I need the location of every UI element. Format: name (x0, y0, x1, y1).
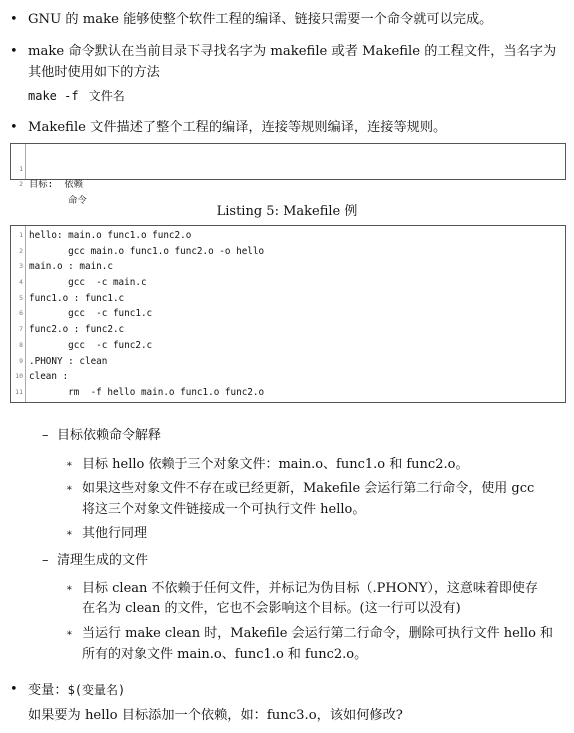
bullet-2-command (28, 86, 564, 107)
line-number: 3 (19, 262, 23, 271)
line-number: 9 (19, 356, 23, 365)
bullet-dot: • (10, 12, 18, 27)
clean-item-2-line-1: 当运行 make clean 时，Makefile 会运行第二行命令，删除可执行文件 hello 和 (82, 626, 554, 641)
clean-item-1-line-2: 在名为 clean 的文件，它也不会影响这个目标。(这一行可以没有) (82, 601, 461, 616)
bullet-2-line-1: make 命令默认在当前目录下寻找名字为 makefile 或者 Makefile 的工程文件，当名字为 (28, 44, 557, 59)
listing-caption: Listing 5: Makefile 例 (216, 204, 358, 219)
code-text: gcc main.o func1.o func2.o -o hello (29, 245, 265, 257)
code-line (11, 322, 565, 338)
bullet-dot: • (10, 120, 18, 135)
line-number: 2 (19, 180, 23, 189)
code-line (11, 338, 565, 354)
clean-item-1-line-1: 目标 clean 不依赖于任何文件，并标记为伪目标（.PHONY），这意味着即使存 (82, 581, 538, 596)
line-number: 1 (19, 164, 23, 173)
dependency-item-3: 其他行同理 (82, 526, 148, 541)
line-number: 5 (19, 293, 23, 302)
dependency-item-2-line-1: 如果这些对象文件不存在或已经更新，Makefile 会运行第二行命令，使用 gcc (82, 481, 535, 496)
inline-code-make-f: make -f (28, 89, 79, 103)
code-text: hello: main.o func1.o func2.o (29, 230, 192, 241)
line-number: 10 (15, 372, 23, 381)
code-text: gcc -c func2.c (29, 339, 153, 351)
star-marker: ∗ (66, 459, 73, 470)
variable-label: 变量： (28, 683, 68, 698)
code-text: gcc -c func1.c (29, 308, 153, 320)
code-text: 目标: 依赖 (29, 179, 83, 191)
dash-marker: – (42, 428, 49, 443)
star-marker: ∗ (66, 528, 73, 539)
line-number: 8 (19, 340, 23, 349)
line-number: 6 (19, 309, 23, 318)
line-number: 4 (19, 278, 23, 287)
code-text: rm -f hello main.o func1.o func2.o (29, 386, 265, 398)
star-marker: ∗ (66, 483, 73, 494)
line-number: 11 (15, 387, 23, 396)
makefile-listing (10, 225, 566, 403)
variable-syntax-code: $(变量名) (67, 683, 126, 697)
code-line (11, 228, 565, 244)
section-heading-clean: 清理生成的文件 (57, 553, 149, 568)
dash-marker: – (42, 553, 49, 568)
code-line (11, 259, 565, 275)
code-line (11, 385, 565, 401)
line-number: 2 (19, 246, 23, 255)
bullet-dot: • (10, 44, 18, 59)
code-text: func1.o : func1.c (29, 292, 125, 304)
code-line (11, 306, 565, 322)
code-line (11, 275, 565, 291)
bullet-1-text: GNU 的 make 能够使整个软件工程的编译、链接只需要一个命令就可以完成。 (28, 12, 493, 27)
line-number: 1 (19, 231, 23, 239)
final-question: 如果要为 hello 目标添加一个依赖，如：func3.o，该如何修改? (28, 708, 403, 723)
variable-bullet (28, 680, 564, 701)
code-line (11, 291, 565, 307)
code-text: clean : (29, 371, 69, 383)
code-text: func2.o : func2.c (29, 324, 125, 336)
code-line (11, 369, 565, 385)
code-line (11, 146, 565, 191)
code-text: 命令 (29, 195, 87, 207)
section-heading-dependency: 目标依赖命令解释 (57, 428, 162, 443)
dependency-item-2-line-2: 将这三个对象文件链接成一个可执行文件 hello。 (82, 502, 366, 517)
code-text: main.o : main.c (29, 261, 113, 273)
code-text: gcc -c main.c (29, 277, 147, 289)
star-marker: ∗ (66, 628, 73, 639)
bullet-2-line-2: 其他时使用如下的方法 (28, 65, 160, 80)
code-line (11, 244, 565, 260)
line-number: 7 (19, 325, 23, 334)
code-line (11, 354, 565, 370)
inline-code-filename: 文件名 (88, 89, 125, 103)
bullet-3-text: Makefile 文件描述了整个工程的编译，连接等规则编译，连接等规则。 (28, 120, 447, 135)
dependency-item-1: 目标 hello 依赖于三个对象文件：main.o、func1.o 和 func2.o。 (82, 457, 469, 472)
clean-item-2-line-2: 所有的对象文件 main.o、func1.o 和 func2.o。 (82, 647, 368, 662)
bullet-dot: • (10, 682, 18, 697)
code-text: .PHONY : clean (29, 355, 108, 367)
rule-syntax-listing (10, 143, 566, 207)
star-marker: ∗ (66, 583, 73, 594)
